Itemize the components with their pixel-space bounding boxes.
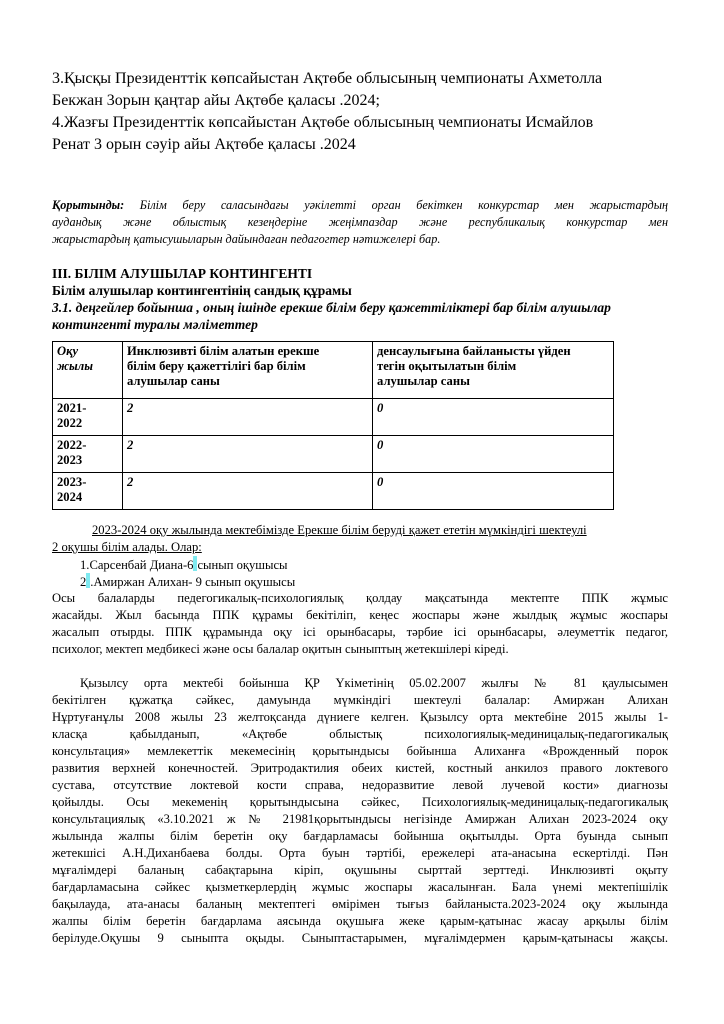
header-home: денсаулығына байланысты үйден тегін оқытылатын білім алушылар саны [373, 342, 614, 399]
table-row [53, 473, 614, 510]
cell-home: 0 [373, 436, 614, 473]
cell-inclusive: 2 [122, 399, 372, 436]
cell-year: 2022- 2023 [53, 436, 123, 473]
paragraph-line: консультация» мемлекеттік мекемесінің қорытындысы бойынша Алиханға «Врожденный порок [52, 744, 668, 758]
paragraph-line: бағдарламасына сәйкес қызметкерлердің жұмыс жоспары жасалынған. Бала үнемі мектепішілік [52, 880, 668, 894]
conclusion-line [52, 197, 668, 213]
conclusion-label: Қорытынды: [52, 198, 125, 212]
intro-line: 2023-2024 оқу жылында мектебімізде Ерекше білім беруді қажет ететін мүмкіндігі шектеулі [92, 523, 587, 537]
section-subheading: Білім алушылар контингентінің сандық құрамы [52, 283, 352, 298]
contingent-table [52, 341, 614, 510]
cell-home: 0 [373, 473, 614, 510]
paragraph-line: Осы балаларды педегогикалық-психологиялық қолдау мақсатында мектепте ППК жұмыс [52, 591, 668, 605]
award-line: 3.Қысқы Президенттік көпсайыстан Ақтөбе облысының чемпионаты Ахметолла [52, 70, 603, 87]
award-line: Бекжан 3орын қаңтар айы Ақтөбе қаласы .2024; [52, 92, 380, 109]
paragraph-line: сустава, отсутствие локтевой кости справа, недоразвитие левой лучевой кости» диагнозы [52, 778, 668, 792]
header-inclusive: Инклюзивті білім алатын ерекше білім беру қажеттілігі бар білім алушылар саны [122, 342, 372, 399]
subsection-title: 3.1. деңгейлер бойынша , оның ішінде ерекше білім беру қажеттіліктері бар білім алушылар [52, 300, 611, 315]
cell-year: 2021- 2022 [53, 399, 123, 436]
conclusion-text: Білім беру саласындағы уәкілетті орган бекіткен конкурстар мен жарыстардың [124, 198, 668, 212]
section-heading: ІІІ. БІЛІМ АЛУШЫЛАР КОНТИНГЕНТІ [52, 266, 313, 281]
cell-home: 0 [373, 399, 614, 436]
paragraph-line: жасайды. Жыл басында ППК құрамы бекітіліп, кеңес жоспары және жылдық жұмыс жоспары [52, 608, 668, 622]
paragraph-line: жетекшісі А.Н.Диханбаева болды. Орта буын тәртібі, ережелері ата-анасына ескертілді. Пән [52, 846, 668, 860]
conclusion-line: аудандық және облыстық кезеңдеріне жеңімпаздар және республикалық конкурстар мен [52, 215, 668, 229]
paragraph-line: берілуде.Оқушы 9 сыныпта оқыды. Сыныптастарымен, мұғалімдермен қарым-қатынасы жақсы. [52, 931, 668, 945]
intro-line: 2 оқушы білім алады. Олар: [52, 540, 202, 554]
paragraph-line: Нұртуғанұлы 2008 жылы 23 желтоқсанда дүниеге келген. Қызылсу орта мектебіне 2015 жылы 1- [52, 710, 668, 724]
paragraph-line: мұғалімдері баланың сабақтарына кіріп, оқушыны сырттай зерттеді. Инклюзивті оқыту [52, 863, 668, 877]
subsection-title: контингенті туралы мәліметтер [52, 317, 258, 332]
cell-year: 2023- 2024 [53, 473, 123, 510]
paragraph-line: жылында жалпы білім беретін оқу бағдарламасы бойынша оқытылды. Орта буында сынып [52, 829, 668, 843]
paragraph-line: бақылауда, ата-анасы баланың мектептегі өмірімен тығыз байланыста.2023-2024 оқу жылында [52, 897, 668, 911]
paragraph-line: Қызылсу орта мектебі бойынша ҚР Үкіметінің 05.02.2007 жылғы № 81 қаулысымен [80, 676, 668, 690]
table-row [53, 436, 614, 473]
paragraph-line: қойылды. Осы мекеменің қорытындысына сәйкес, Психологиялық-мединицалық-педагогикалық [52, 795, 668, 809]
student-item: 1.Сарсенбай Диана-6 сынып оқушысы [80, 558, 288, 572]
award-line: 4.Жазғы Президенттік көпсайыстан Ақтөбе облысының чемпионаты Исмайлов [52, 114, 594, 131]
paragraph-line: жасалып отырды. ППК құрамында оқу ісі орынбасары, тәрбие ісі орынбасары, әлеуметтік педагог, [52, 625, 668, 639]
cell-inclusive: 2 [122, 436, 372, 473]
paragraph-line: бекітілген құжатқа сәйкес, дамуында мүмкіндігі шектеулі балалар: Амиржан Алихан [52, 693, 668, 707]
table-header-row [53, 342, 614, 399]
cell-inclusive: 2 [122, 473, 372, 510]
paragraph-line: консультациялық «3.10.2021 ж № 21981қорытындысы негізінде Амиржан Алихан 2023-2024 оқу [52, 812, 668, 826]
table-row [53, 399, 614, 436]
student-item: 2 .Амиржан Алихан- 9 сынып оқушысы [80, 575, 296, 589]
award-line: Ренат 3 орын сәуір айы Ақтөбе қаласы .2024 [52, 136, 356, 153]
conclusion-line: жарыстардың қатысушыларын дайындаған педагогтер нәтижелері бар. [52, 232, 441, 246]
header-year: Оқу жылы [53, 342, 123, 399]
paragraph-line: жалпы білім беретін бағдарлама аясында оқушыға жеке қарым-қатынас жасау арқылы білім [52, 914, 668, 928]
paragraph-line: психолог, мектеп медбикесі және осы балалар оқитын сыныптың жетекшілері кіреді. [52, 642, 509, 656]
paragraph-line: класқа қабылданып, «Ақтөбе облыстық психологиялық-мединицалық-педагогикалық [52, 727, 668, 741]
paragraph-line: развития верхней конечностей. Эритродактилия обеих кистей, костный анкилоз правого локтевого [52, 761, 668, 775]
